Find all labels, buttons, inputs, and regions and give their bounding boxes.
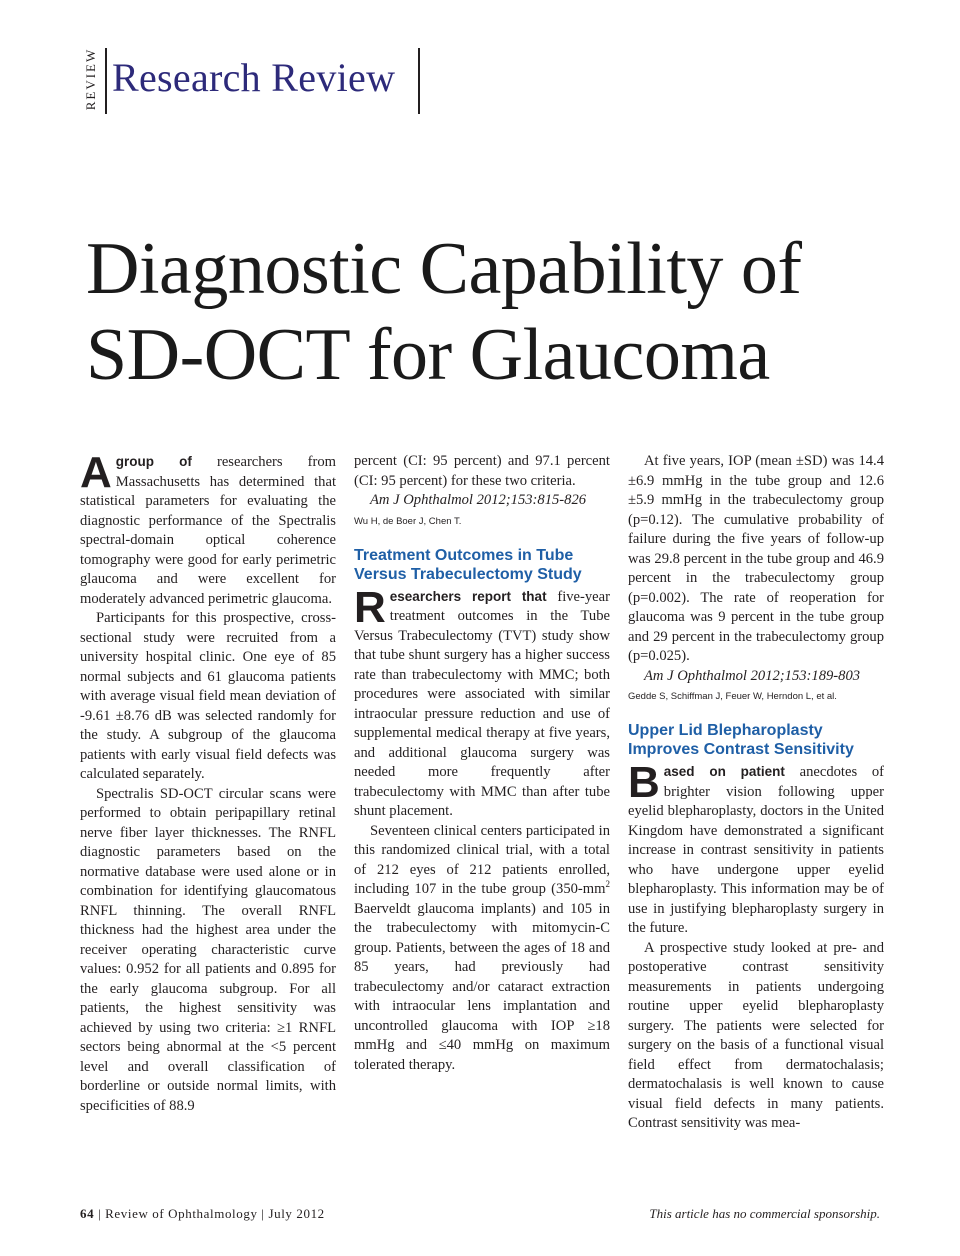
page-footer xyxy=(80,1206,880,1226)
headline-line-1: Diagnostic Capability of xyxy=(86,228,802,310)
headline-line-2: SD-OCT for Glaucoma xyxy=(86,314,770,396)
publication-info: | Review of Ophthalmology | July 2012 xyxy=(98,1206,325,1221)
column-1 xyxy=(80,448,337,1116)
article2-heading: Treatment Outcomes in Tube Versus Trabeculectomy Study xyxy=(354,546,582,583)
masthead-title: Research Review xyxy=(112,55,396,100)
article-headline xyxy=(86,226,906,398)
article3-paragraph-1: Based on patient anecdotes of brighter vision following upper eyelid blepharoplasty, doctors in the United Kingdom have demonstrated a significant increase in contrast sensitivity in patients who have undergone upper eyelid blepharoplasty. This information may be of use in justifying blepharoplasty surgery in the future. xyxy=(628,758,884,936)
article1-authors: Wu H, de Boer J, Chen T. xyxy=(354,515,462,527)
article1-paragraph-3: Spectralis SD-OCT circular scans were performed to obtain peripapillary retinal nerve fiber layer thicknesses. The RNFL diagnostic parameters based on the normative database were used alone or in combination for identifying glaucomatous RNFL thinning. The overall RNFL thickness had the highest area under the receiver operating characteristic curve values: 0.952 for all patients and 0.895 for the early glaucoma subgroup. For all patients, the highest sensitivity was achieved by using two criteria: ≥1 RNFL sectors being abnormal at the <5 percent level and overall classification of borderline or outside normal limits, with specificities of 88.9 xyxy=(80,785,336,1114)
footer-folio xyxy=(80,1206,325,1222)
article1-citation: Am J Ophthalmol 2012;153:815-826 xyxy=(370,492,587,508)
article1-paragraph-1: Agroup of researchers from Massachusetts has determined that statistical parameters for evaluating the diagnostic performance of the Spectralis spectral-domain optical coherence tomography were good for early perimetric glaucoma and were excellent for moderately advanced perimetric glaucoma. xyxy=(80,448,337,607)
article1-paragraph-2: Participants for this prospective, cross-sectional study were recruited from a university hospital clinic. One eye of 85 normal subjects and 61 glaucoma patients with average visual field mean deviation of -9.61 ±8.76 dB was selected randomly for the study. A subgroup of the glaucoma patients with early visual field defects was calculated separately. xyxy=(80,610,336,782)
article2-paragraph-1: Researchers report that five-year treatment outcomes in the Tube Versus Trabeculectomy (TVT) study show that tube shunt surgery has a higher success rate than trabeculectomy with MMC; both procedures were associated with similar intraocular pressure reduction and use of supplemental medical therapy at five years, and additional glaucoma surgery was needed more frequently after trabeculectomy with MMC than after tube shunt placement. xyxy=(354,582,610,819)
article2-paragraph-2: Seventeen clinical centers participated in this randomized clinical trial, with a total of 212 eyes of 212 patients enrolled, including 107 in the tube group ($350-mm^2$ Baerveldt glaucoma implants) and 105 in the trabeculectomy with mitomycin-C group. Patients, between the ages of 18 and 85 years, had previously had trabeculectomy and/or cataract extraction with intraocular lens implantation and uncontrolled glaucoma with IOP ≥18 mmHg and ≤40 mmHg on maximum tolerated therapy. xyxy=(354,822,610,1073)
masthead-divider-left xyxy=(105,48,107,114)
sponsorship-note: This article has no commercial sponsorship. xyxy=(649,1206,880,1221)
article3-heading: Upper Lid Blepharoplasty Improves Contrast Sensitivity xyxy=(628,722,854,758)
article2-citation: Am J Ophthalmol 2012;153:189-803 xyxy=(644,667,861,684)
lead-in: group of xyxy=(115,454,192,469)
article3-paragraph-2: A prospective study looked at pre- and postoperative contrast sensitivity measurements in patients undergoing routine upper eyelid blepharoplasty surgery. The patients were selected for surgery on the basis of a functional visual field effect from dermatochalasis; dermatochalasis is well known to cause visual field defects in many patients. Contrast sensitivity was mea- xyxy=(628,939,884,1131)
article1-paragraph-4: percent (CI: 95 percent) and 97.1 percent (CI: 95 percent) for these two criteria. xyxy=(354,453,610,489)
column-2 xyxy=(354,452,610,1075)
page-number: 64 xyxy=(80,1206,95,1221)
section-label: REVIEW xyxy=(83,47,98,111)
masthead-divider-right xyxy=(418,48,420,114)
dropcap: B xyxy=(628,758,660,807)
dropcap: A xyxy=(80,448,112,497)
dropcap: R xyxy=(354,582,386,632)
lead-in: ased on patient xyxy=(663,764,785,779)
lead-in: esearchers report that xyxy=(389,588,547,604)
article2-paragraph-3: At five years, IOP (mean ±SD) was 14.4 ±6.9 mmHg in the tube group and 12.6 ±5.9 mmHg in the trabeculectomy group (p=0.12). The cumulative probability of failure during the five years of follow-up was 29.8 percent in the tube group and 46.9 percent in the trabeculectomy group (p=0.002). The rate of reoperation for glaucoma was 9 percent in the tube group and 29 percent in the trabeculectomy group (p=0.025). xyxy=(628,453,884,664)
column-3 xyxy=(628,452,884,1134)
article2-authors: Gedde S, Schiffman J, Feuer W, Herndon L, et al. xyxy=(628,691,837,702)
